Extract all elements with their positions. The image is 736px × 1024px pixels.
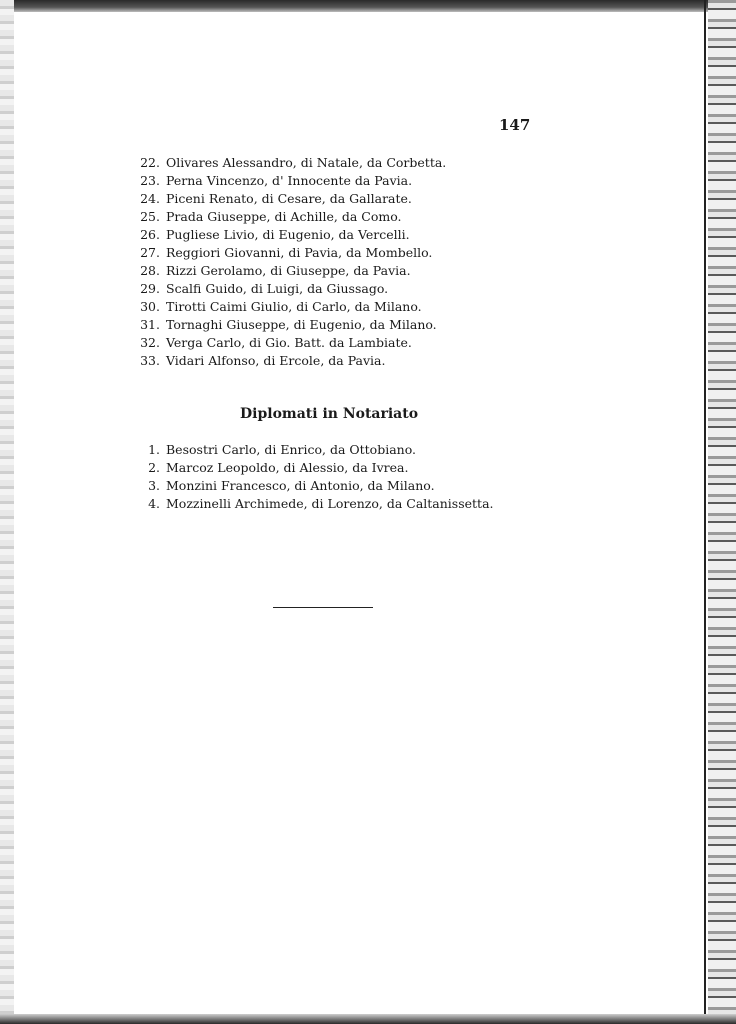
- list-item: [138, 477, 494, 495]
- entry-number: 32.: [140, 335, 160, 350]
- entry-number: 30.: [140, 299, 160, 314]
- entry-number: 22.: [140, 155, 160, 170]
- entry-number: 2.: [148, 460, 160, 475]
- list-item: [138, 495, 494, 513]
- list-item: [138, 298, 446, 316]
- scan-left-edge: [0, 0, 14, 1024]
- list-item: [138, 208, 446, 226]
- scan-bottom-edge: [0, 1014, 736, 1024]
- list-item: [138, 280, 446, 298]
- list-item: [138, 262, 446, 280]
- entry-text: Reggiori Giovanni, di Pavia, da Mombello.: [166, 245, 433, 260]
- section-heading: Diplomati in Notariato: [240, 406, 419, 422]
- list-item: [138, 154, 446, 172]
- entry-text: Mozzinelli Archimede, di Lorenzo, da Caltanissetta.: [166, 496, 494, 511]
- entry-number: 33.: [140, 353, 160, 368]
- entry-text: Piceni Renato, di Cesare, da Gallarate.: [166, 191, 412, 206]
- entry-number: 27.: [140, 245, 160, 260]
- entry-text: Marcoz Leopoldo, di Alessio, da Ivrea.: [166, 460, 409, 475]
- graduates-list: [138, 154, 446, 370]
- entry-text: Tornaghi Giuseppe, di Eugenio, da Milano.: [166, 317, 437, 332]
- list-item: [138, 172, 446, 190]
- list-item: [138, 334, 446, 352]
- entry-text: Perna Vincenzo, d' Innocente da Pavia.: [166, 173, 413, 188]
- entry-text: Rizzi Gerolamo, di Giuseppe, da Pavia.: [166, 263, 411, 278]
- entry-number: 24.: [140, 191, 160, 206]
- list-item: [138, 244, 446, 262]
- entry-number: 1.: [148, 442, 160, 457]
- entry-text: Verga Carlo, di Gio. Batt. da Lambiate.: [166, 335, 412, 350]
- entry-text: Tirotti Caimi Giulio, di Carlo, da Milano.: [166, 299, 422, 314]
- entry-number: 31.: [140, 317, 160, 332]
- page-border-line: [704, 0, 706, 1024]
- list-item: [138, 459, 494, 477]
- scan-top-edge: [0, 0, 736, 12]
- entry-number: 28.: [140, 263, 160, 278]
- entry-number: 26.: [140, 227, 160, 242]
- entry-text: Besostri Carlo, di Enrico, da Ottobiano.: [166, 442, 416, 457]
- list-item: [138, 190, 446, 208]
- entry-text: Olivares Alessandro, di Natale, da Corbetta.: [166, 155, 447, 170]
- entry-text: Vidari Alfonso, di Ercole, da Pavia.: [166, 353, 386, 368]
- entry-number: 25.: [140, 209, 160, 224]
- scan-right-edge: [708, 0, 736, 1024]
- entry-text: Pugliese Livio, di Eugenio, da Vercelli.: [166, 227, 410, 242]
- entry-number: 23.: [140, 173, 160, 188]
- page-number: 147: [499, 116, 531, 134]
- entry-number: 4.: [148, 496, 160, 511]
- entry-text: Scalfi Guido, di Luigi, da Giussago.: [166, 281, 389, 296]
- entry-text: Monzini Francesco, di Antonio, da Milano.: [166, 478, 435, 493]
- entry-number: 29.: [140, 281, 160, 296]
- entry-number: 3.: [148, 478, 160, 493]
- list-item: [138, 441, 494, 459]
- list-item: [138, 352, 446, 370]
- notary-diploma-list: [138, 441, 494, 513]
- section-divider-rule: [273, 607, 373, 608]
- entry-text: Prada Giuseppe, di Achille, da Como.: [166, 209, 402, 224]
- list-item: [138, 226, 446, 244]
- list-item: [138, 316, 446, 334]
